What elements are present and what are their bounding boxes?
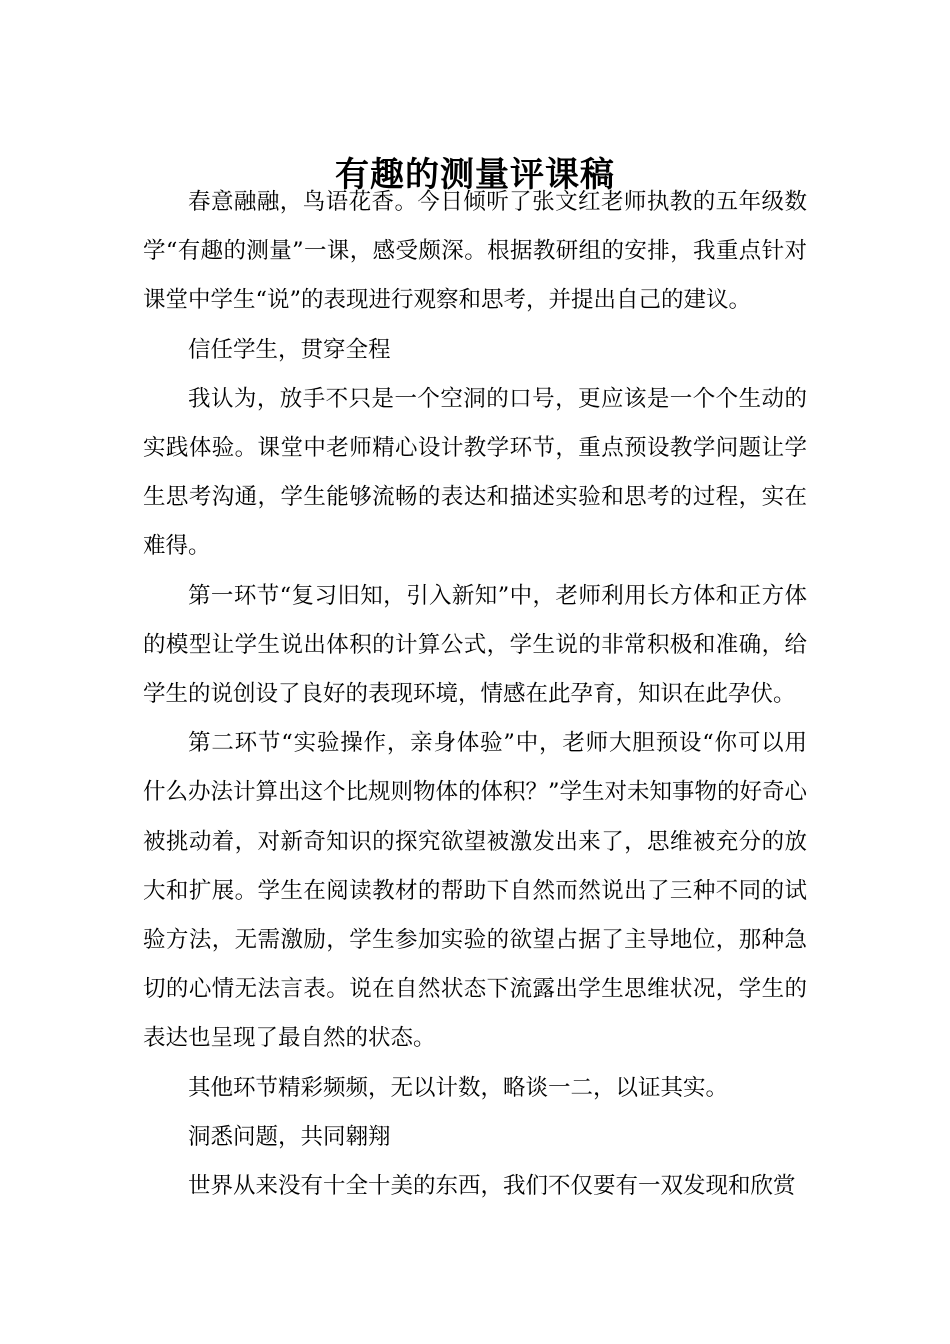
paragraph-intro: 春意融融，鸟语花香。今日倾听了张文红老师执教的五年级数学“有趣的测量”一课，感受颇深。根据教研组的安排，我重点针对课堂中学生“说”的表现进行观察和思考，并提出自己的建议。	[143, 189, 807, 314]
paragraph-world-imperfect: 世界从来没有十全十美的东西，我们不仅要有一双发现和欣赏	[188, 1173, 796, 1200]
paragraph-second-segment: 第二环节“实验操作，亲身体验”中，老师大胆预设“你可以用什么办法计算出这个比规则物体的体积？”学生对未知事物的好奇心被挑动着，对新奇知识的探究欲望被激发出来了，思维被充分的放大和扩展。学生在阅读教材的帮助下自然而然说出了三种不同的试验方法，无需激励，学生参加实验的欲望占据了主导地位，那种急切的心情无法言表。说在自然状态下流露出学生思维状况，学生的表达也呈现了最自然的状态。	[143, 730, 808, 1052]
paragraph-first-segment: 第一环节“复习旧知，引入新知”中，老师利用长方体和正方体的模型让学生说出体积的计算公式，学生说的非常积极和准确，给学生的说创设了良好的表现环境，情感在此孕育，知识在此孕伏。	[143, 582, 807, 708]
document-title: 有趣的测量评课稿	[335, 154, 615, 195]
section-heading-trust-students: 信任学生，贯穿全程	[188, 336, 391, 363]
paragraph-letting-go: 我认为，放手不只是一个空洞的口号，更应该是一个个生动的实践体验。课堂中老师精心设计教学环节，重点预设教学问题让学生思考沟通，学生能够流畅的表达和描述实验和思考的过程，实在难得。	[143, 385, 807, 560]
section-heading-insight-problems: 洞悉问题，共同翱翔	[188, 1123, 391, 1150]
document-body	[143, 178, 807, 1211]
paragraph-other-segments: 其他环节精彩频频，无以计数，略谈一二，以证其实。	[188, 1074, 729, 1101]
